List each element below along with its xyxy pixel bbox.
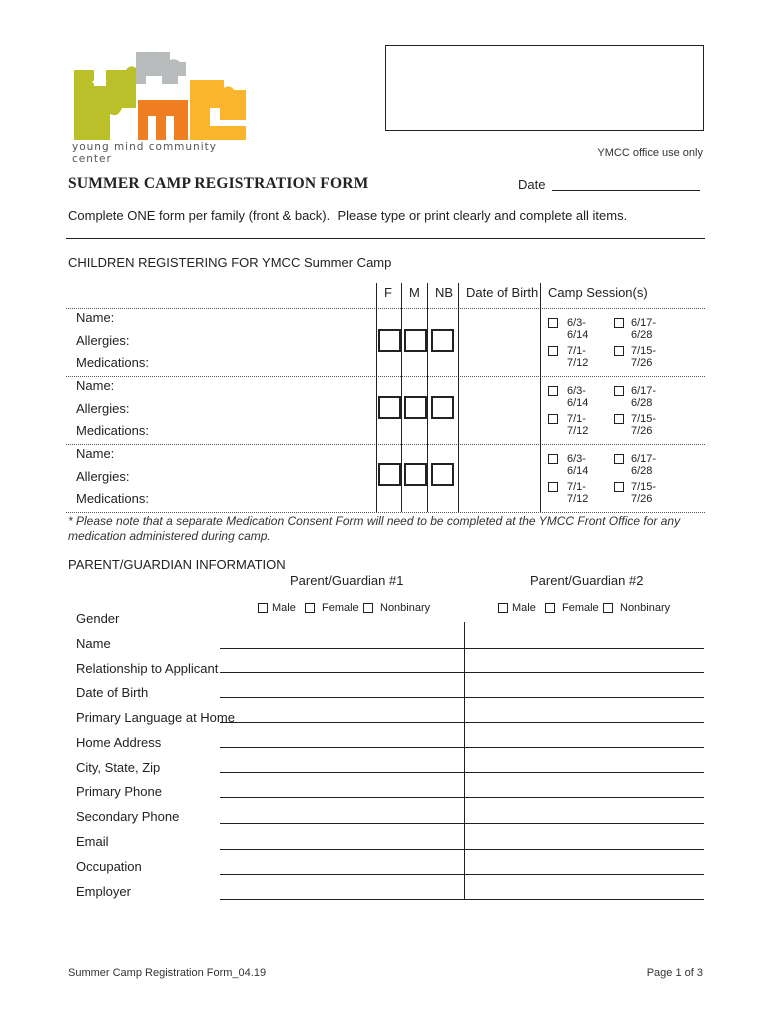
child-name-label: Name:: [76, 310, 115, 325]
guardian-field-line[interactable]: [220, 797, 704, 798]
session-label: 7/1-7/12: [567, 345, 589, 369]
session-label: 7/1-7/12: [567, 481, 589, 505]
guardian-field-line[interactable]: [220, 849, 704, 850]
session-checkbox[interactable]: [614, 386, 624, 396]
guardian-field-line[interactable]: [220, 648, 704, 649]
ymcc-logo: [70, 48, 250, 165]
session-label: 7/15-7/26: [631, 345, 657, 369]
session-label: 7/15-7/26: [631, 481, 657, 505]
field-label-dob: Date of Birth: [76, 685, 149, 700]
gender-m-checkbox[interactable]: [404, 396, 427, 419]
child-medications-label: Medications:: [76, 355, 149, 370]
gender-f-checkbox[interactable]: [378, 329, 401, 352]
nonbinary-checkbox[interactable]: [363, 603, 373, 613]
guardian-field-line[interactable]: [220, 899, 704, 900]
field-label-employer: Employer: [76, 884, 131, 899]
guardian-col-divider: [464, 622, 465, 900]
col-nb: NB: [435, 285, 454, 300]
date-label: Date: [518, 177, 546, 192]
session-checkbox[interactable]: [548, 454, 558, 464]
col-divider: [427, 283, 428, 512]
row-separator: [66, 376, 705, 377]
guardian-field-line[interactable]: [220, 823, 704, 824]
gender-nb-checkbox[interactable]: [431, 329, 454, 352]
session-checkbox[interactable]: [548, 482, 558, 492]
row-separator: [66, 444, 705, 445]
child-medications-label: Medications:: [76, 423, 149, 438]
guardian-field-line[interactable]: [220, 747, 704, 748]
table-top-line: [66, 308, 705, 309]
col-divider: [401, 283, 402, 512]
gender-m-checkbox[interactable]: [404, 329, 427, 352]
gender-option-label: Female: [322, 602, 359, 614]
gender-f-checkbox[interactable]: [378, 463, 401, 486]
session-label: 6/17-6/28: [631, 317, 657, 341]
footer-page-number: Page 1 of 3: [646, 967, 703, 979]
gender-option-label: Female: [562, 602, 599, 614]
session-checkbox[interactable]: [548, 386, 558, 396]
male-checkbox[interactable]: [258, 603, 268, 613]
session-checkbox[interactable]: [548, 346, 558, 356]
field-label-gender: Gender: [76, 611, 120, 626]
field-label-email: Email: [76, 834, 109, 849]
office-use-label: YMCC office use only: [597, 147, 703, 159]
female-checkbox[interactable]: [545, 603, 555, 613]
divider: [66, 238, 705, 239]
child-allergies-label: Allergies:: [76, 333, 130, 348]
session-label: 6/17-6/28: [631, 453, 657, 477]
col-f: F: [384, 285, 392, 300]
guardian-field-line[interactable]: [220, 672, 704, 673]
col-session: Camp Session(s): [548, 285, 648, 300]
child-allergies-label: Allergies:: [76, 401, 130, 416]
medication-note: * Please note that a separate Medication Consent Form will need to be completed at the YMCC Front Office for any medication administered during camp.: [68, 514, 681, 543]
session-checkbox[interactable]: [614, 318, 624, 328]
guardian-1-heading: Parent/Guardian #1: [290, 573, 404, 588]
gender-f-checkbox[interactable]: [378, 396, 401, 419]
session-checkbox[interactable]: [614, 414, 624, 424]
male-checkbox[interactable]: [498, 603, 508, 613]
guardian-heading: PARENT/GUARDIAN INFORMATION: [68, 557, 286, 572]
field-label-occupation: Occupation: [76, 859, 142, 874]
session-label: 6/3-6/14: [567, 385, 589, 409]
session-checkbox[interactable]: [614, 454, 624, 464]
col-divider: [458, 283, 459, 512]
child-allergies-label: Allergies:: [76, 469, 130, 484]
guardian-field-line[interactable]: [220, 697, 704, 698]
child-name-label: Name:: [76, 378, 115, 393]
session-label: 6/17-6/28: [631, 385, 657, 409]
session-checkbox[interactable]: [548, 414, 558, 424]
table-bottom-line: [66, 512, 705, 513]
session-label: 7/15-7/26: [631, 413, 657, 437]
children-heading: CHILDREN REGISTERING FOR YMCC Summer Camp: [68, 255, 392, 270]
session-label: 6/3-6/14: [567, 453, 589, 477]
gender-m-checkbox[interactable]: [404, 463, 427, 486]
guardian-field-line[interactable]: [220, 772, 704, 773]
gender-nb-checkbox[interactable]: [431, 463, 454, 486]
logo-tagline: young mind community center: [72, 141, 217, 165]
child-medications-label: Medications:: [76, 491, 149, 506]
col-divider: [540, 283, 541, 512]
session-checkbox[interactable]: [614, 482, 624, 492]
field-label-relationship: Relationship to Applicant: [76, 661, 219, 676]
session-label: 6/3-6/14: [567, 317, 589, 341]
field-label-language: Primary Language at Home: [76, 710, 235, 725]
female-checkbox[interactable]: [305, 603, 315, 613]
col-divider: [376, 283, 377, 512]
guardian-field-line[interactable]: [220, 722, 704, 723]
office-use-box: [385, 45, 704, 131]
field-label-primary-phone: Primary Phone: [76, 784, 162, 799]
instructions: Complete ONE form per family (front & back). Please type or print clearly and complete all items.: [68, 208, 628, 223]
session-checkbox[interactable]: [614, 346, 624, 356]
col-m: M: [409, 285, 420, 300]
date-field[interactable]: [552, 190, 700, 191]
ymcc-logo-mark: [70, 48, 250, 140]
nonbinary-checkbox[interactable]: [603, 603, 613, 613]
field-label-secondary-phone: Secondary Phone: [76, 809, 180, 824]
gender-option-label: Nonbinary: [380, 602, 431, 614]
gender-option-label: Male: [512, 602, 536, 614]
gender-option-label: Nonbinary: [620, 602, 671, 614]
gender-option-label: Male: [272, 602, 296, 614]
guardian-2-heading: Parent/Guardian #2: [530, 573, 644, 588]
session-label: 7/1-7/12: [567, 413, 589, 437]
page-title: SUMMER CAMP REGISTRATION FORM: [68, 175, 369, 192]
guardian-field-line[interactable]: [220, 874, 704, 875]
col-dob: Date of Birth: [466, 285, 539, 300]
field-label-name: Name: [76, 636, 111, 651]
session-checkbox[interactable]: [548, 318, 558, 328]
footer-form-id: Summer Camp Registration Form_04.19: [68, 967, 267, 979]
field-label-city: City, State, Zip: [76, 760, 161, 775]
gender-nb-checkbox[interactable]: [431, 396, 454, 419]
field-label-address: Home Address: [76, 735, 162, 750]
child-name-label: Name:: [76, 446, 115, 461]
